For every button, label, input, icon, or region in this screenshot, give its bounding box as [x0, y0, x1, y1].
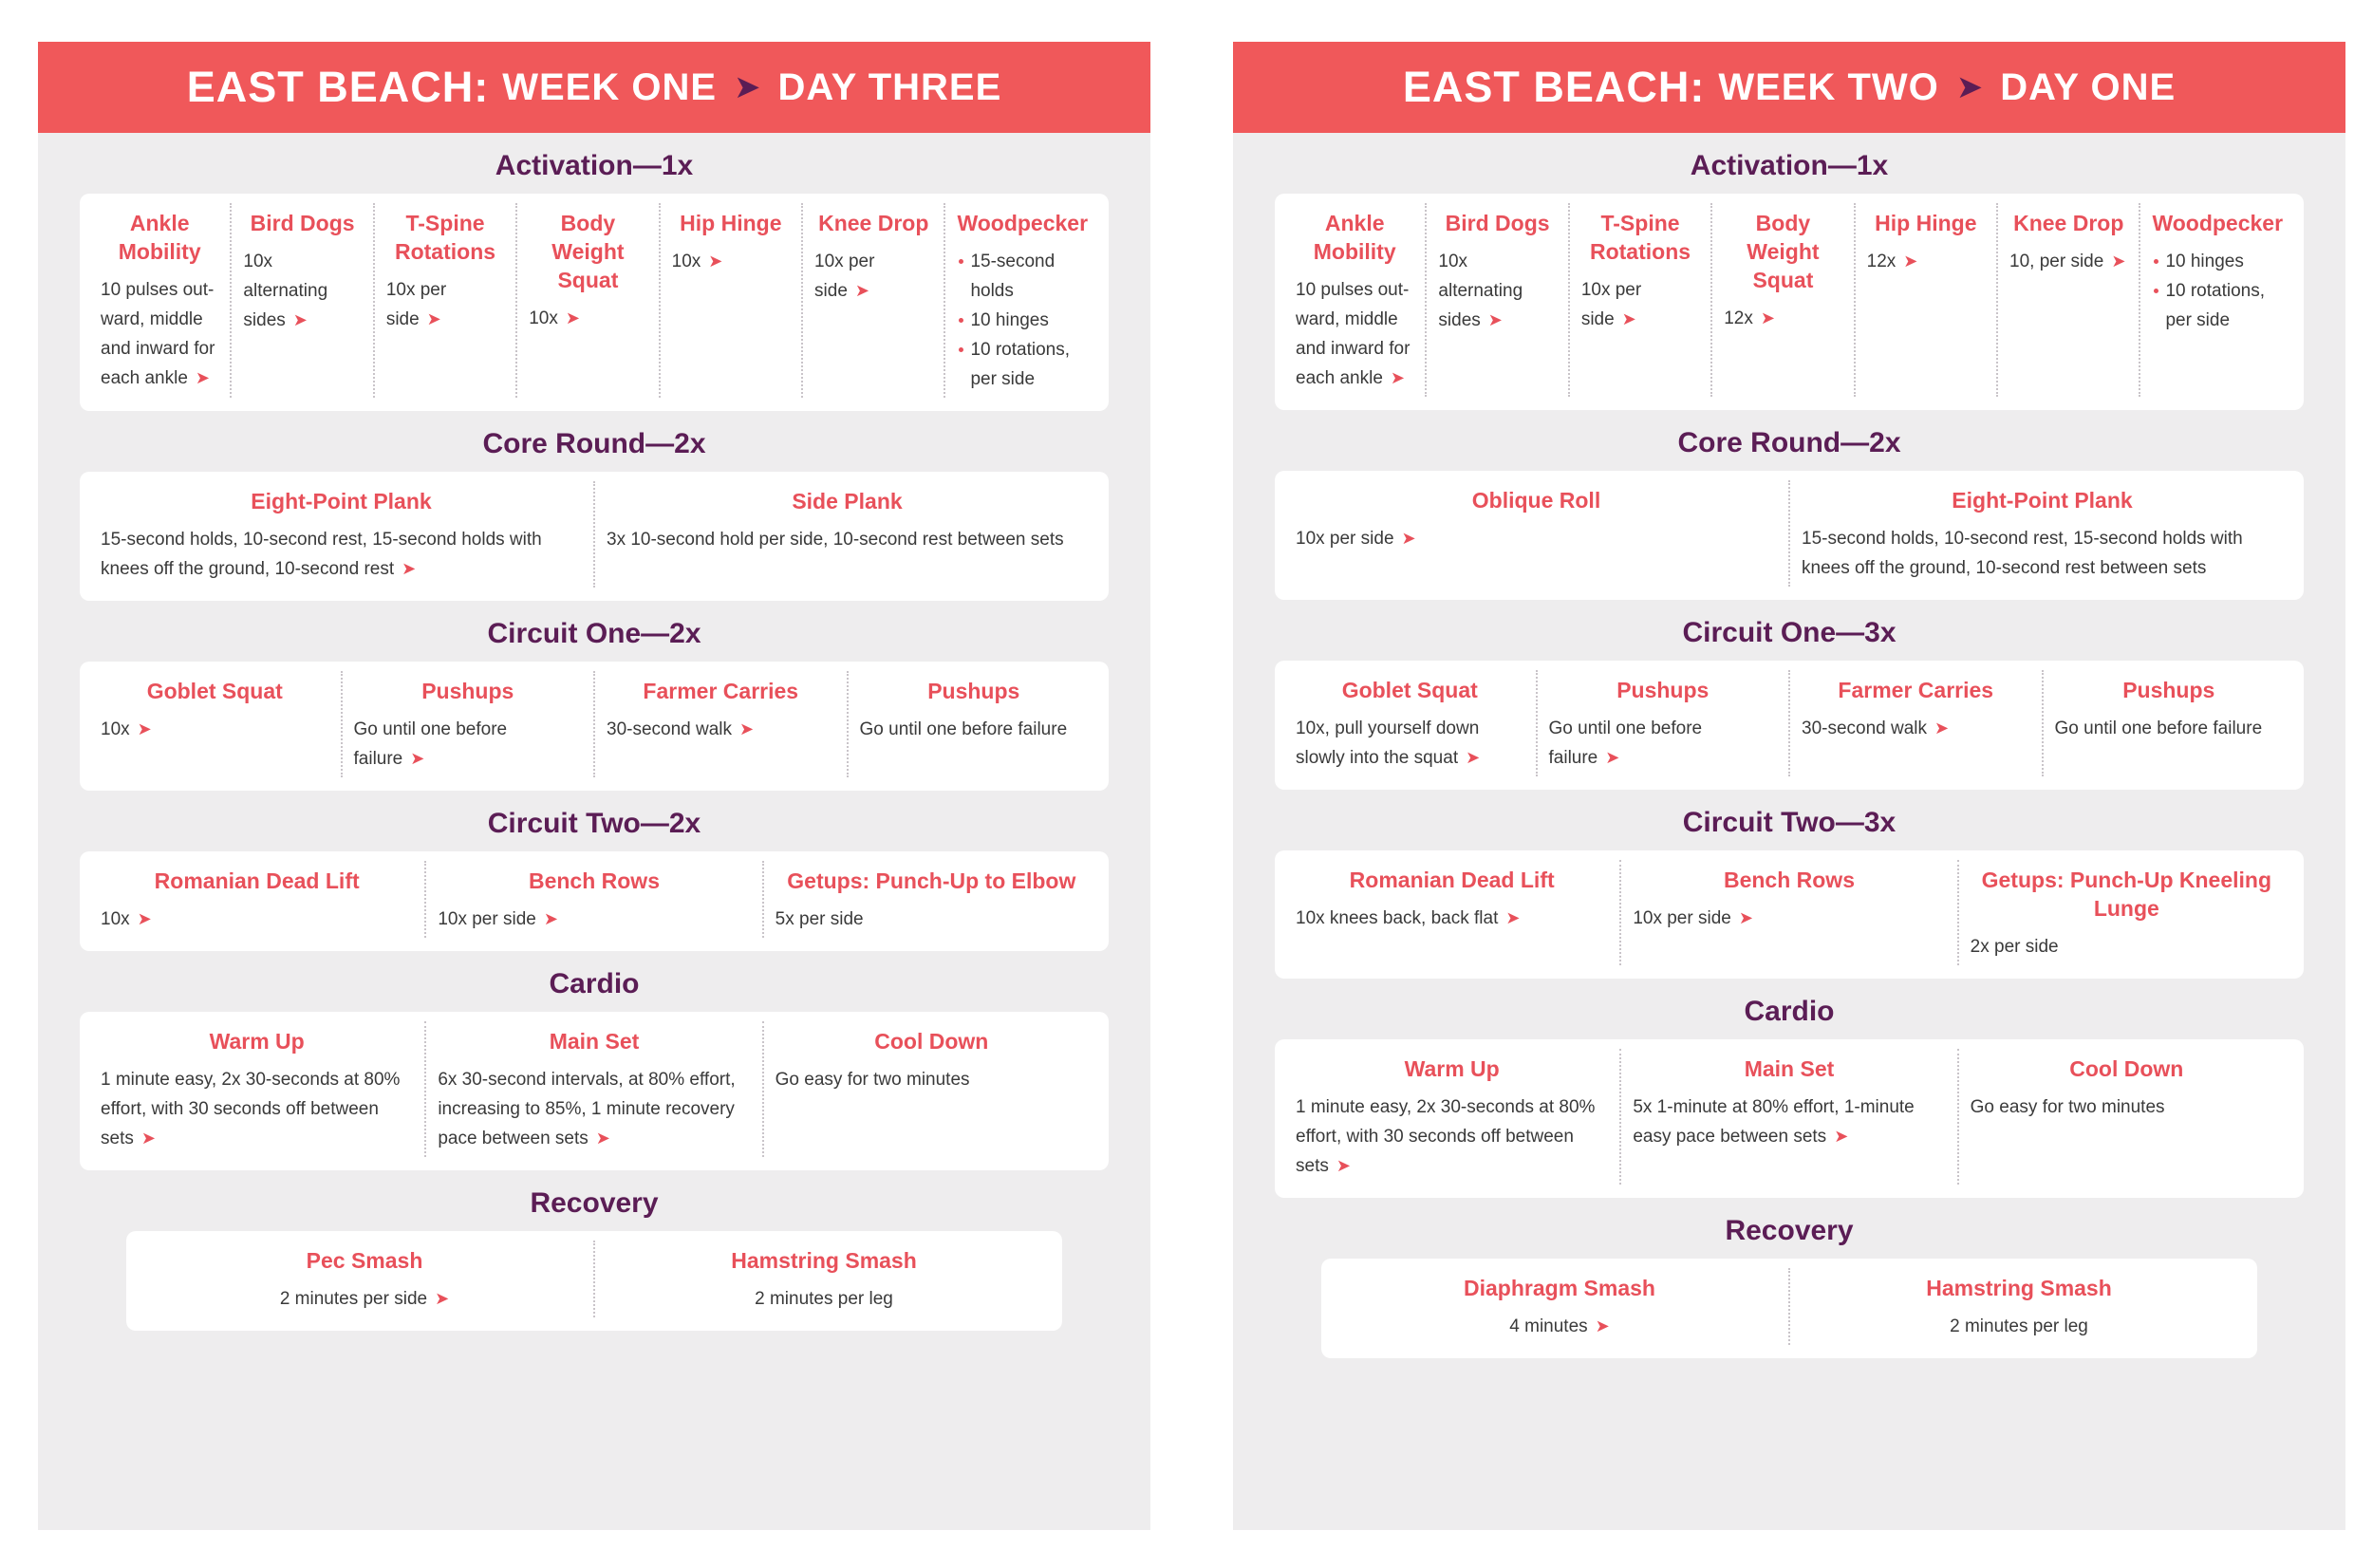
next-arrow-icon: ➤: [1595, 1316, 1610, 1335]
exercise-card: [80, 851, 1109, 951]
exercise-detail: [2055, 714, 2284, 743]
detail-list-item: 10 hinges: [957, 306, 1088, 335]
exercise-column: [1788, 480, 2294, 587]
exercise-name: Pushups: [2122, 678, 2215, 702]
exercise-name: Knee Drop: [2013, 211, 2124, 235]
exercise-detail: [386, 275, 504, 334]
exercise-name: Eight-Point Plank: [251, 489, 432, 513]
detail-text: 1 minute easy, 2x 30-seconds at 80% effort, with 30 seconds off between sets: [101, 1070, 401, 1148]
exercise-name: Side Plank: [792, 489, 903, 513]
detail-text: 15-second holds, 10-second rest, 15-second holds with knees off the ground, 10-second rest: [101, 530, 542, 579]
exercise-name: Woodpecker: [957, 211, 1089, 235]
exercise-column: [2139, 203, 2294, 397]
next-arrow-icon: ➤: [595, 1129, 610, 1148]
detail-text: 6x 30-second intervals, at 80% effort, increasing to 85%, 1 minute recovery pace between sets: [438, 1070, 736, 1148]
detail-text: 10x per side: [1633, 908, 1731, 928]
exercise-detail: [1296, 1092, 1608, 1181]
exercise-name: Ankle Mobility: [1313, 211, 1396, 264]
exercise-card: [126, 1231, 1062, 1331]
next-arrow-icon: ➤: [402, 559, 417, 578]
exercise-card: [1275, 661, 2304, 790]
exercise-card: [1275, 1039, 2304, 1198]
exercise-column: [593, 481, 1099, 588]
detail-text: 10x: [101, 909, 130, 929]
next-arrow-icon: ➤: [1401, 529, 1416, 548]
exercise-card: [1321, 1259, 2257, 1358]
exercise-detail: [1296, 714, 1524, 773]
exercise-column: [847, 671, 1100, 777]
banner-week: WEEK TWO: [1718, 65, 1939, 108]
workout-page-left: [38, 42, 1150, 1530]
exercise-column: [1284, 203, 1425, 397]
exercise-column: [515, 203, 658, 398]
exercise-card: [1275, 850, 2304, 979]
exercise-detail: [607, 1284, 1041, 1314]
banner-week: WEEK ONE: [502, 65, 718, 108]
exercise-name: T-Spine Rotations: [1589, 211, 1691, 264]
detail-text: 10 pulses out-ward, middle and inward for each ankle: [101, 280, 215, 388]
section-title: Cardio: [1744, 996, 1835, 1027]
exercise-card: [80, 472, 1109, 601]
exercise-name: Main Set: [1744, 1056, 1835, 1081]
exercise-name: Pushups: [927, 679, 1020, 703]
next-arrow-icon: ➤: [195, 368, 210, 387]
detail-text: 15-second holds, 10-second rest, 15-second holds with knees off the ground, 10-second rest between sets: [1802, 529, 2243, 578]
exercise-column: [659, 203, 801, 398]
exercise-name: Main Set: [549, 1029, 640, 1054]
section-title: Recovery: [1725, 1215, 1854, 1246]
exercise-detail: [1633, 1092, 1945, 1151]
detail-text: 10, per side: [2009, 252, 2104, 271]
exercise-name: Hamstring Smash: [731, 1248, 917, 1273]
exercise-column: [593, 1241, 1053, 1317]
next-arrow-icon: ➤: [410, 749, 425, 768]
next-arrow-icon: ➤: [292, 310, 308, 329]
exercise-detail: [860, 715, 1089, 744]
exercise-detail: [1633, 904, 1945, 933]
detail-text: 2 minutes per leg: [1950, 1316, 2088, 1336]
exercise-column: [89, 481, 593, 588]
exercise-name: Goblet Squat: [1341, 678, 1478, 702]
exercise-column: [593, 671, 847, 777]
section-title: Activation—1x: [495, 150, 694, 181]
section-title: Core Round—2x: [1677, 427, 1901, 458]
detail-list-item: 10 hinges: [2152, 247, 2283, 276]
banner-day: DAY ONE: [2000, 65, 2177, 108]
page-banner: [38, 42, 1150, 133]
exercise-card: [1275, 194, 2304, 410]
exercise-detail: [101, 905, 413, 934]
exercise-name: Getups: Punch-Up Kneeling Lunge: [1981, 868, 2272, 921]
detail-text: 2 minutes per leg: [755, 1289, 893, 1309]
banner-arrow-icon: ➤: [1955, 69, 1984, 105]
exercise-detail: [101, 1065, 413, 1153]
next-arrow-icon: ➤: [1760, 308, 1775, 327]
exercise-detail: [1867, 247, 1985, 276]
exercise-column: [424, 861, 761, 938]
exercise-column: [1425, 203, 1567, 397]
next-arrow-icon: ➤: [137, 719, 152, 738]
section-list: [38, 152, 1150, 1331]
exercise-column: [1568, 203, 1710, 397]
next-arrow-icon: ➤: [2111, 252, 2126, 271]
exercise-name: Pushups: [1616, 678, 1710, 702]
detail-text: Go until one before failure: [859, 719, 1068, 739]
exercise-column: [373, 203, 515, 398]
exercise-column: [89, 1021, 424, 1157]
exercise-column: [136, 1241, 593, 1317]
detail-text: 10x per side: [385, 280, 447, 329]
banner-brand: EAST BEACH:: [1402, 63, 1706, 111]
exercise-detail: [1549, 714, 1778, 773]
exercise-column: [1854, 203, 1996, 397]
detail-text: 10x per side: [438, 909, 536, 929]
exercise-detail: [1802, 714, 2030, 743]
exercise-detail: [957, 247, 1088, 394]
exercise-column: [89, 671, 341, 777]
exercise-name: Getups: Punch-Up to Elbow: [787, 868, 1076, 893]
exercise-column: [944, 203, 1099, 398]
detail-list-item: 10 rotations, per side: [957, 335, 1088, 394]
exercise-detail: [775, 1065, 1088, 1094]
exercise-name: Knee Drop: [818, 211, 929, 235]
exercise-column: [230, 203, 372, 398]
exercise-name: Farmer Carries: [1838, 678, 1994, 702]
exercise-column: [1619, 860, 1956, 965]
exercise-detail: [607, 525, 1088, 554]
exercise-detail: [354, 715, 583, 774]
exercise-column: [1331, 1268, 1788, 1345]
exercise-name: Pec Smash: [306, 1248, 423, 1273]
detail-text: 1 minute easy, 2x 30-seconds at 80% effort, with 30 seconds off between sets: [1296, 1097, 1596, 1176]
exercise-name: Farmer Carries: [643, 679, 799, 703]
exercise-name: Hip Hinge: [680, 211, 782, 235]
next-arrow-icon: ➤: [1336, 1156, 1351, 1175]
next-arrow-icon: ➤: [435, 1289, 450, 1308]
detail-text: 5x per side: [775, 909, 864, 929]
exercise-detail: [438, 905, 750, 934]
next-arrow-icon: ➤: [1903, 252, 1918, 271]
detail-text: 10x per side: [814, 252, 875, 301]
exercise-name: Eight-Point Plank: [1952, 488, 2133, 513]
detail-text: 4 minutes: [1509, 1316, 1588, 1336]
exercise-column: [1619, 1049, 1956, 1185]
next-arrow-icon: ➤: [1505, 908, 1521, 927]
next-arrow-icon: ➤: [1738, 908, 1753, 927]
detail-text: 10x knees back, back flat: [1296, 908, 1499, 928]
exercise-card: [80, 662, 1109, 791]
exercise-name: Goblet Squat: [146, 679, 283, 703]
detail-text: 10x, pull yourself down slowly into the squat: [1296, 719, 1480, 768]
exercise-name: Romanian Dead Lift: [154, 868, 360, 893]
exercise-name: Body Weight Squat: [1747, 211, 1820, 292]
detail-list: [2152, 247, 2283, 335]
detail-list-item: 10 rotations, per side: [2152, 276, 2283, 335]
detail-text: 10x alternating sides: [1438, 252, 1523, 330]
workout-page-right: [1233, 42, 2345, 1530]
detail-text: 2 minutes per side: [279, 1289, 428, 1309]
exercise-detail: [243, 247, 361, 335]
exercise-detail: [814, 247, 932, 306]
next-arrow-icon: ➤: [854, 281, 869, 300]
exercise-detail: [1438, 247, 1556, 335]
detail-text: 30-second walk: [1802, 719, 1928, 738]
section-title: Circuit Two—2x: [487, 808, 701, 839]
exercise-column: [1284, 670, 1536, 776]
exercise-detail: [672, 247, 790, 276]
detail-text: 10x: [101, 719, 130, 739]
section-title: Circuit Two—3x: [1682, 807, 1897, 838]
exercise-name: Warm Up: [209, 1029, 305, 1054]
exercise-name: Body Weight Squat: [551, 211, 625, 292]
exercise-name: Romanian Dead Lift: [1349, 868, 1555, 892]
next-arrow-icon: ➤: [426, 309, 441, 328]
next-arrow-icon: ➤: [1605, 748, 1620, 767]
next-arrow-icon: ➤: [140, 1129, 156, 1148]
detail-text: Go easy for two minutes: [1970, 1097, 2165, 1117]
exercise-column: [1536, 670, 1789, 776]
exercise-card: [80, 1012, 1109, 1170]
exercise-column: [89, 861, 424, 938]
detail-text: 2x per side: [1970, 937, 2059, 957]
exercise-name: Diaphragm Smash: [1464, 1276, 1655, 1300]
exercise-column: [1788, 1268, 2248, 1345]
detail-text: 5x 1-minute at 80% effort, 1-minute easy pace between sets: [1633, 1097, 1915, 1147]
detail-text: 12x: [1866, 252, 1897, 271]
section-title: Circuit One—3x: [1682, 617, 1897, 648]
section-title: Cardio: [549, 968, 640, 999]
next-arrow-icon: ➤: [1390, 368, 1405, 387]
exercise-detail: [1296, 524, 1777, 553]
detail-text: Go until one before failure: [2054, 719, 2263, 738]
section-title: Recovery: [530, 1187, 659, 1219]
next-arrow-icon: ➤: [739, 719, 755, 738]
detail-text: 12x: [1724, 308, 1753, 328]
next-arrow-icon: ➤: [1487, 310, 1503, 329]
next-arrow-icon: ➤: [137, 909, 152, 928]
exercise-name: Woodpecker: [2152, 211, 2284, 235]
exercise-column: [762, 1021, 1099, 1157]
exercise-detail: [101, 525, 582, 584]
exercise-detail: [101, 275, 218, 393]
exercise-column: [1957, 1049, 2294, 1185]
exercise-detail: [438, 1065, 750, 1153]
exercise-name: Cool Down: [874, 1029, 989, 1054]
detail-text: Go until one before failure: [1548, 719, 1703, 768]
exercise-name: Oblique Roll: [1471, 488, 1601, 513]
section-title: Activation—1x: [1690, 150, 1889, 181]
detail-text: 10x per side: [1296, 529, 1394, 549]
exercise-name: Hip Hinge: [1875, 211, 1977, 235]
exercise-column: [1996, 203, 2139, 397]
exercise-detail: [2009, 247, 2127, 276]
next-arrow-icon: ➤: [1934, 719, 1950, 737]
exercise-card: [80, 194, 1109, 411]
exercise-column: [1284, 1049, 1619, 1185]
exercise-detail: [1724, 304, 1841, 333]
exercise-name: Cool Down: [2069, 1056, 2184, 1081]
banner-arrow-icon: ➤: [734, 69, 761, 105]
exercise-column: [2042, 670, 2295, 776]
exercise-column: [762, 861, 1099, 938]
detail-text: 10x per side: [1580, 280, 1642, 329]
detail-list: [957, 247, 1088, 394]
exercise-name: Bird Dogs: [1445, 211, 1550, 235]
detail-text: 30-second walk: [607, 719, 733, 739]
exercise-name: Warm Up: [1404, 1056, 1500, 1081]
exercise-detail: [1581, 275, 1699, 334]
detail-text: 10x: [671, 252, 701, 271]
exercise-name: Hamstring Smash: [1926, 1276, 2112, 1300]
next-arrow-icon: ➤: [1621, 309, 1636, 328]
exercise-name: Bird Dogs: [250, 211, 355, 235]
detail-text: 10x alternating sides: [243, 252, 328, 330]
exercise-detail: [1971, 932, 2283, 961]
next-arrow-icon: ➤: [1834, 1127, 1849, 1146]
exercise-name: Ankle Mobility: [118, 211, 201, 264]
exercise-name: Bench Rows: [528, 868, 660, 893]
next-arrow-icon: ➤: [565, 308, 580, 327]
banner-brand: EAST BEACH:: [186, 63, 490, 111]
exercise-column: [1284, 860, 1619, 965]
exercise-name: T-Spine Rotations: [394, 211, 496, 264]
detail-text: 10 pulses out-ward, middle and inward for each ankle: [1296, 280, 1411, 388]
section-list: [1233, 152, 2345, 1358]
exercise-column: [1284, 480, 1788, 587]
exercise-detail: [2152, 247, 2283, 335]
detail-list-item: 15-second holds: [957, 247, 1088, 306]
exercise-column: [89, 203, 230, 398]
page-banner: [1233, 42, 2345, 133]
section-title: Core Round—2x: [482, 428, 706, 459]
detail-text: Go easy for two minutes: [775, 1070, 970, 1090]
exercise-detail: [147, 1284, 582, 1314]
exercise-column: [1710, 203, 1853, 397]
exercise-column: [801, 203, 944, 398]
exercise-detail: [1296, 275, 1413, 393]
banner-day: DAY THREE: [777, 65, 1002, 108]
exercise-detail: [1971, 1092, 2283, 1122]
exercise-detail: [101, 715, 329, 744]
exercise-detail: [1802, 1312, 2236, 1341]
exercise-column: [424, 1021, 761, 1157]
section-title: Circuit One—2x: [487, 618, 701, 649]
detail-text: 3x 10-second hold per side, 10-second rest between sets: [607, 530, 1064, 550]
exercise-detail: [775, 905, 1088, 934]
detail-text: Go until one before failure: [353, 719, 508, 769]
exercise-column: [1788, 670, 2042, 776]
exercise-detail: [1296, 904, 1608, 933]
exercise-column: [1957, 860, 2294, 965]
exercise-card: [1275, 471, 2304, 600]
exercise-name: Bench Rows: [1723, 868, 1855, 892]
next-arrow-icon: ➤: [1466, 748, 1481, 767]
exercise-detail: [529, 304, 646, 333]
exercise-name: Pushups: [421, 679, 514, 703]
exercise-detail: [1342, 1312, 1777, 1341]
next-arrow-icon: ➤: [708, 252, 723, 271]
next-arrow-icon: ➤: [543, 909, 558, 928]
exercise-column: [341, 671, 594, 777]
exercise-detail: [607, 715, 835, 744]
exercise-detail: [1802, 524, 2283, 583]
detail-text: 10x: [529, 308, 558, 328]
